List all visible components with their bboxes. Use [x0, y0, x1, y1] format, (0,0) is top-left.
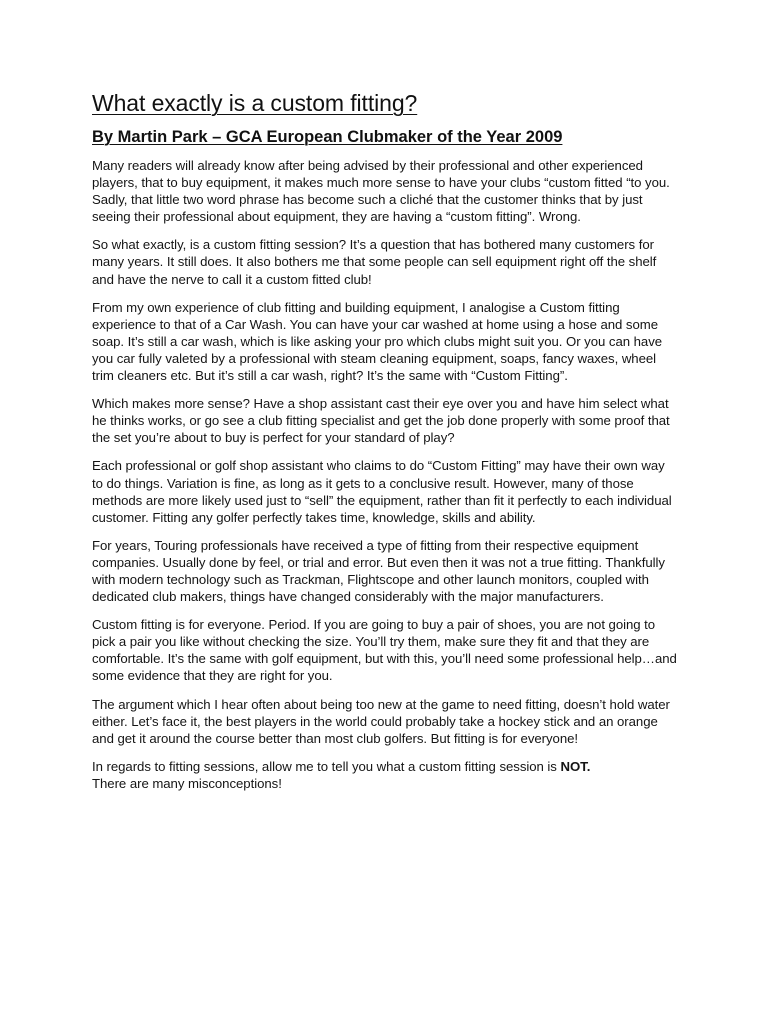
document-byline: By Martin Park – GCA European Clubmaker of the Year 2009 — [92, 128, 563, 146]
emphasis-not: NOT. — [560, 758, 591, 774]
paragraph-8: The argument which I hear often about being too new at the game to need fitting, doesn’t hold water either. Let’s face it, the best players in the world could probably take a hockey stick and an orange and get it around the course better than most club golfers. But fitting is for everyone! — [92, 696, 670, 746]
document-page — [92, 88, 677, 803]
paragraph-9 — [92, 758, 677, 792]
paragraph-9-text: In regards to fitting sessions, allow me to tell you what a custom fitting session is — [92, 758, 561, 774]
paragraph-2: So what exactly, is a custom fitting session? It’s a question that has bothered many customers for many years. It still does. It also bothers me that some people can sell equipment right off the shelf and have the nerve to call it a custom fitted club! — [92, 237, 657, 287]
paragraph-5: Each professional or golf shop assistant who claims to do “Custom Fitting” may have their own way to do things. Variation is fine, as long as it gets to a conclusive result. However, many of those methods are more likely used just to “sell” the equipment, rather than fit it perfectly to each individual customer. Fitting any golfer perfectly takes time, knowledge, skills and ability. — [92, 458, 672, 525]
paragraph-9-text-end: There are many misconceptions! — [92, 775, 282, 791]
document-title: What exactly is a custom fitting? — [92, 90, 418, 116]
paragraph-4: Which makes more sense? Have a shop assistant cast their eye over you and have him select what he thinks works, or go see a club fitting specialist and get the job done properly with some proof that the set you’re about to buy is perfect for your standard of play? — [92, 396, 670, 446]
paragraph-7: Custom fitting is for everyone. Period. If you are going to buy a pair of shoes, you are not going to pick a pair you like without checking the size. You’ll try them, make sure they fit and that they are comfortable. It’s the same with golf equipment, but with this, you’ll need some professional help…and some evidence that they are right for you. — [92, 617, 677, 684]
paragraph-6: For years, Touring professionals have received a type of fitting from their respective equipment companies. Usually done by feel, or trial and error. But even then it was not a true fitting. Thankfully with modern technology such as Trackman, Flightscope and other launch monitors, coupled with dedicated club makers, things have changed considerably with the major manufacturers. — [92, 537, 665, 605]
paragraph-1: Many readers will already know after being advised by their professional and other experienced players, that to buy equipment, it makes much more sense to have your clubs “custom fitted “to you. Sadly, that little two word phrase has become such a cliché that the customer thinks that by just seeing their professional about equipment, they are having a “custom fitting”. Wrong. — [92, 158, 670, 225]
paragraph-3: From my own experience of club fitting and building equipment, I analogise a Custom fitting experience to that of a Car Wash. You can have your car washed at home using a hose and some soap. It’s still a car wash, which is like asking your pro which clubs might suit you. Or you can have you car fully valeted by a professional with steam cleaning equipment, soaps, fancy waxes, wheel trim cleaners etc. But it’s still a car wash, right? It’s the same with “Custom Fitting”. — [92, 299, 663, 384]
